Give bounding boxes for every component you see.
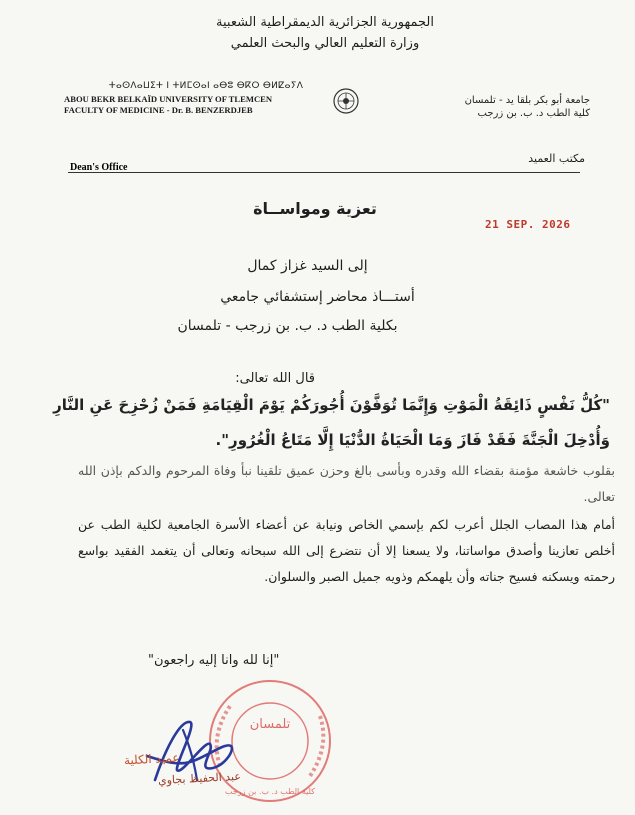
date-stamp: 21 SEP. 2026 [485, 218, 571, 231]
letter-title: تعزية ومواســاة [253, 199, 377, 218]
faculty-ar-line: كلية الطب د. ب. بن زرجب [477, 108, 590, 119]
addressee-position: أستـــاذ محاضر إستشفائي جامعي [220, 289, 415, 305]
faculty-en-line: FACULTY OF MEDICINE - Dr. B. BENZERDJEB [64, 105, 253, 115]
quran-verse-line1: "كُلُّ نَفْسٍ ذَائِقَةُ الْمَوْتِ وَإِنَّمَا تُوَفَّوْنَ أُجُورَكُمْ يَوْمَ الْقِيَامَةِ فَمَنْ زُحْزِحَ عَنِ النَّارِ [53, 396, 610, 414]
header-divider [68, 172, 580, 173]
condolence-paragraph-1: بقلوب خاشعة مؤمنة بقضاء الله وقدره وبأسى بالغ وحزن عميق تلقينا نبأ وفاة المرحوم والدكم بإذن الله تعالى. [78, 463, 615, 504]
university-ar-line: جامعة أبو بكر بلقا يد - تلمسان [464, 95, 590, 106]
university-en-line: ABOU BEKR BELKAÏD UNIVERSITY OF TLEMCEN [64, 94, 273, 104]
republic-heading: الجمهورية الجزائرية الديمقراطية الشعبية [216, 15, 434, 30]
university-name-en [64, 94, 272, 116]
university-logo-icon [332, 87, 360, 115]
condolence-paragraph-2: أمام هذا المصاب الجلل أعرب لكم بإسمي الخاص ونيابة عن أعضاء الأسرة الجامعية لكلية الطب عن أخلص تعازينا وأصدق مواساتنا، ولا يسعنا إلا أن نتضرع إلى الله سبحانه وتعالى أن يتغمد الفقيد بواسع رحمته ويسكنه فسيح جناته وأن يلهمكم وذويه جميل الصبر والسلوان. [78, 517, 615, 584]
university-name-ar [450, 94, 590, 120]
dean-office-en: Dean's Office [70, 162, 128, 173]
closing-phrase: "إنا لله وانا إليه راجعون" [148, 653, 280, 668]
addressee-name: إلى السيد غزاز كمال [247, 258, 368, 274]
addressee-institution: بكلية الطب د. ب. بن زرجب - تلمسان [177, 318, 398, 334]
stamp-ring-text: كلية الطب د. ب. بن زرجب [225, 787, 315, 796]
stamp-city-text: تلمسان [249, 717, 291, 732]
signatory-title: عميد الكلية [123, 750, 180, 768]
dean-office-ar: مكتب العميد [528, 152, 585, 165]
quran-verse-line2: وَأُدْخِلَ الْجَنَّةَ فَقَدْ فَازَ وَمَا الْحَيَاةُ الدُّنْيَا إِلَّا مَتَاعُ الْغُرُورِ". [215, 431, 610, 449]
ministry-heading: وزارة التعليم العالي والبحث العلمي [230, 36, 420, 51]
signatory-name: عبد الحفيظ بجاوي [157, 769, 242, 788]
quote-intro: قال الله تعالى: [235, 371, 315, 386]
university-tifinagh: ⵜⴰⵙⴷⴰⵡⵉⵜ ⵏ ⵜⵍⵎⵙⴰⵏ ⴰⴱⵓ ⴱⴽⵔ ⴱⵍⵇⴰⵢⴷ [108, 81, 304, 91]
